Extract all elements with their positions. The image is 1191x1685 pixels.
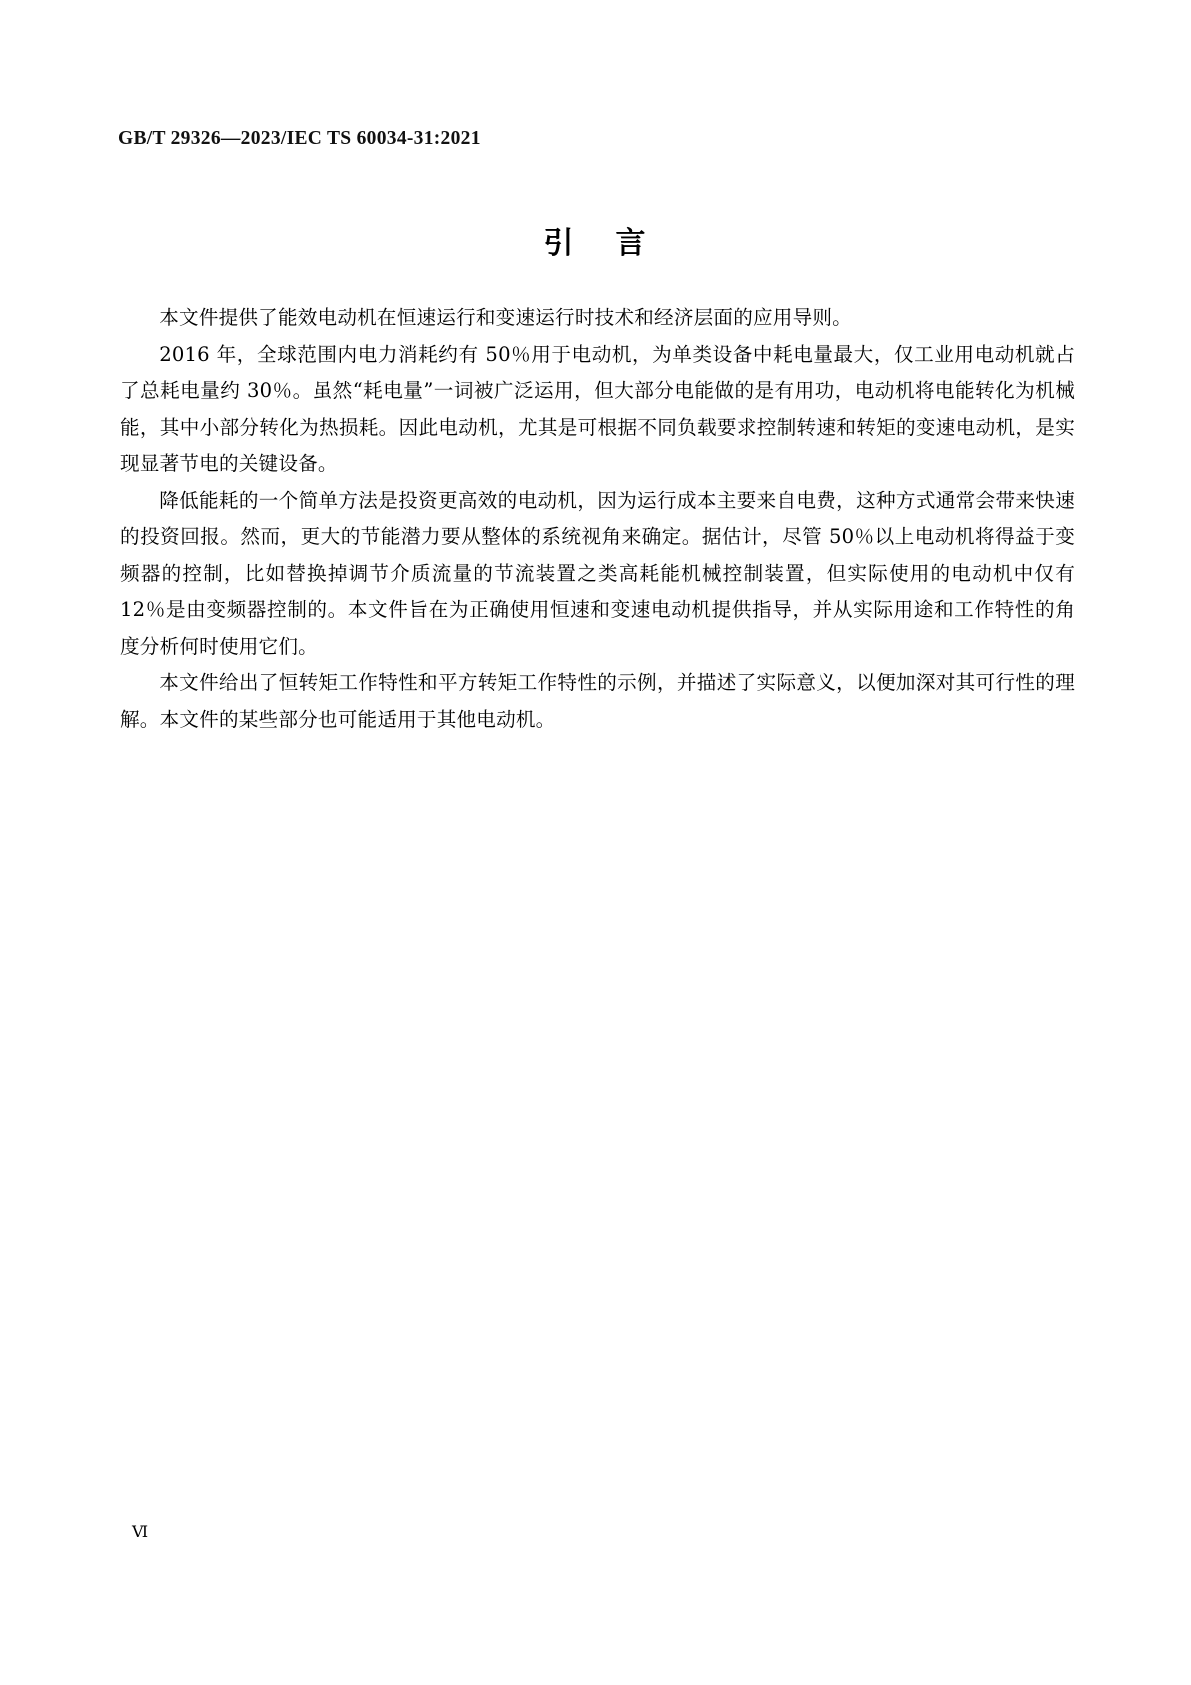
page-title-char-2: 言 xyxy=(615,226,648,261)
paragraph: 2016 年，全球范围内电力消耗约有 50％用于电动机，为单类设备中耗电量最大，仅工业用电动机就占了总耗电量约 30％。虽然“耗电量”一词被广泛运用，但大部分电能做的是有用功，电动机将电能转化为机械能，其中小部分转化为热损耗。因此电动机，尤其是可根据不同负载要求控制转速和转矩的变速电动机，是实现显著节电的关键设备。 xyxy=(120,342,1075,475)
page-number: Ⅵ xyxy=(132,1524,149,1541)
page-title-char-1: 引 xyxy=(543,226,576,261)
page-header-standard-code: GB/T 29326—2023/IEC TS 60034-31:2021 xyxy=(118,128,481,149)
paragraph: 本文件给出了恒转矩工作特性和平方转矩工作特性的示例，并描述了实际意义，以便加深对其可行性的理解。本文件的某些部分也可能适用于其他电动机。 xyxy=(120,671,1075,731)
page-title xyxy=(0,218,1191,262)
paragraph: 本文件提供了能效电动机在恒速运行和变速运行时技术和经济层面的应用导则。 xyxy=(159,306,852,329)
paragraph: 降低能耗的一个简单方法是投资更高效的电动机，因为运行成本主要来自电费，这种方式通常会带来快速的投资回报。然而，更大的节能潜力要从整体的系统视角来确定。据估计，尽管 50％以上电动机将得益于变频器的控制，比如替换掉调节介质流量的节流装置之类高耗能机械控制装置，但实际使用的电动机中仅有 12％是由变频器控制的。本文件旨在为正确使用恒速和变速电动机提供指导，并从实际用途和工作特性的角度分析何时使用它们。 xyxy=(120,488,1075,658)
foreword-body xyxy=(120,300,1075,738)
